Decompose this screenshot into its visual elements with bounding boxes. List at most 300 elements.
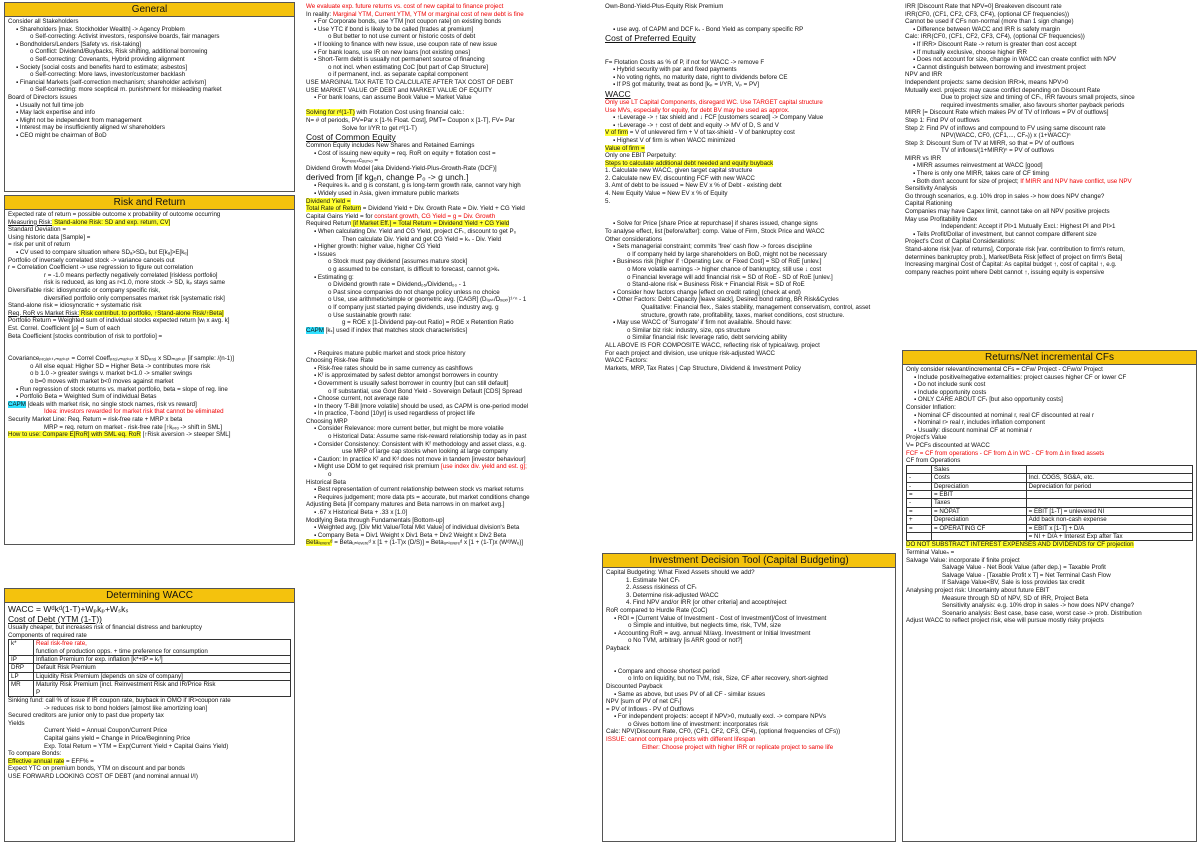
text-line [8, 241, 291, 249]
line-text: If PS got maturity, treat as bond [kₚ = I/YR, Vₚ = PV] [616, 81, 759, 89]
line-text: Calc: IRR(CF0, (CF1, CF2, CF3, CF4), (optional CF frequencies)) [905, 33, 1085, 41]
line-text: .67 x Historical Beta + .33 x [1.0] [317, 509, 408, 516]
line-text: Dividend Yield = [306, 197, 351, 205]
text-line [905, 79, 1194, 87]
text-line [605, 74, 893, 82]
line-text: May lack expertise and info [19, 109, 95, 117]
table-row [9, 640, 291, 656]
text-line [8, 26, 291, 34]
line-text: 4. Find NPV and/or IRR [or other criteria] and accept/reject [626, 599, 787, 607]
text-line [306, 463, 593, 471]
text-line [906, 381, 1193, 389]
text-line [906, 442, 1193, 450]
line-text: Measuring Risk: [8, 218, 53, 226]
investment-decision-body [603, 568, 895, 752]
line-emphasis: If MIRR and NPV have conflict, use NPV [1018, 177, 1132, 185]
line-text: Self-correcting: Covenants, Hybrid providing alignment [35, 55, 185, 63]
text-line [605, 205, 893, 213]
line-emphasis: = Betaᵤₙₗₑᵥₑᵣₑᵈ x [1 + (1-T)x (D/S)] = Betaᵤₙₗₑᵥₑᵣₑᵈ x [1 + (1-T)x (Wᵈ/Wₑ)] [332, 539, 524, 547]
line-text: Capital gains yield = Change in Price/Beginning Price [44, 735, 191, 742]
text-line [906, 404, 1193, 412]
line-text: Self-correcting: more sceptical m. punishment for misleading market [35, 86, 222, 94]
line-text: We evaluate exp. future returns vs. cost of new capital to finance project [306, 3, 504, 10]
line-text: Financial leverage will add financial risk = SD of RoE - SD of RoE [unlev.] [632, 273, 833, 281]
text-line [605, 66, 893, 74]
text-line [606, 637, 892, 645]
line-text: Solving for rᵈ(1-T) [306, 109, 355, 117]
line-text: Diversifiable risk: idiosyncratic or company specific risk, [8, 286, 160, 294]
line-emphasis: = V of unlevered firm + V of tax-shield - V of bankruptcy cost [628, 129, 795, 137]
line-text: Weighted avg. [Div Mkt Value/Total Mkt Value] of individual division's Beta [317, 524, 520, 532]
table-value: Liquidity Risk Premium [depends on size of company] [34, 672, 291, 680]
text-line [306, 26, 593, 34]
line-emphasis: = EFF% = [64, 757, 94, 765]
line-text: Step 3: Discount Sum of TV at MIRR, so that = PV of outflows [905, 139, 1075, 147]
line-text: Cannot distinguish between borrowing and investment project [916, 63, 1086, 71]
line-text: USE MARGINAL TAX RATE TO CALCULATE AFTER TAX COST OF DEBT [306, 78, 514, 86]
line-text: Stand-alone risk = idiosyncratic + systematic risk [8, 302, 142, 310]
line-text: CAPM [306, 326, 324, 334]
text-line [905, 109, 1194, 117]
text-line [906, 595, 1193, 603]
text-line [905, 208, 1194, 216]
line-text: Include opportunity costs [917, 388, 987, 396]
line-emphasis: constant growth, CG Yield = g = Div. Growth [372, 212, 496, 220]
text-line [8, 132, 291, 140]
text-line [306, 251, 593, 259]
line-text: diversified portfolio only compensates market risk [systematic risk] [44, 294, 225, 302]
table-cell: Add back non-cash expense [1026, 516, 1192, 524]
text-line [306, 380, 593, 388]
line-text: NPV(WACC, CF0, (CF1,..., CFₙ)) x (1+WACC)ⁿ [941, 132, 1071, 140]
table-row [907, 465, 1193, 473]
text-line [306, 3, 593, 11]
text-line [306, 501, 593, 509]
table-cell [1026, 499, 1192, 507]
text-line [306, 266, 593, 274]
line-text: Board of Directors issues [8, 93, 78, 101]
text-line [8, 363, 291, 371]
text-line [8, 743, 291, 751]
line-text: To analyse effect, list [before/after]: comp. Value of Firm, Stock Price and WACC [605, 228, 825, 236]
line-text: Tells Profit/Dollar of investment, but cannot compare different size [916, 230, 1097, 238]
text-line [8, 302, 291, 310]
text-line [306, 236, 593, 244]
line-text: If company just started paying dividends, use industry avg. g [333, 303, 499, 311]
text-line [306, 517, 593, 525]
table-row [907, 507, 1193, 515]
table-key: k* [9, 640, 34, 656]
text-line [8, 287, 291, 295]
text-line [8, 249, 291, 257]
text-line [606, 653, 892, 661]
text-line [306, 243, 593, 251]
line-text: Value of firm = [605, 144, 645, 152]
text-line [306, 350, 593, 358]
text-line [8, 408, 291, 416]
text-line [906, 602, 1193, 610]
line-text: Terminal Valueₙ = [906, 548, 955, 556]
text-line [606, 698, 892, 706]
text-line [605, 281, 893, 289]
text-line [605, 236, 893, 244]
text-line [605, 220, 893, 228]
line-text: Using historic data [Sample] = [8, 233, 91, 241]
text-line [8, 64, 291, 72]
line-text: Highest V of firm is when WACC minimized [616, 136, 736, 144]
line-text: CAPM [8, 400, 26, 408]
text-line [8, 378, 291, 386]
line-text: = PV of Inflows - PV of Outflows [606, 705, 694, 713]
line-text: Either: Choose project with higher IRR or replicate project to same life [642, 743, 834, 751]
line-text: Idea: investors rewarded for market risk that cannot be eliminated [44, 408, 224, 416]
line-text: 4. New Equity Value = New EV x % of Equity [605, 190, 728, 198]
returns-cf-header: Returns/Net incremental CFs [903, 351, 1196, 365]
text-line [8, 386, 291, 394]
line-text: Choose current, not average rate [317, 395, 409, 403]
text-line [606, 706, 892, 714]
text-line [306, 94, 593, 102]
line-text: To compare Bonds: [8, 750, 62, 758]
text-line [8, 424, 291, 432]
line-emphasis: Risk contribut. to portfolio, ↑Stand-alone Risk/↑Beta] [79, 309, 224, 317]
text-line [306, 357, 593, 365]
text-line [8, 102, 291, 110]
table-key: MR [9, 681, 34, 697]
text-line [906, 419, 1193, 427]
line-text: Widely used in Asia, given immature public markets [317, 190, 459, 198]
line-text: If mutually exclusive, choose higher IRR [916, 48, 1027, 56]
line-text: Expected rate of return = possible outcome x probability of outcome occurring [8, 211, 221, 218]
line-text: May use Profitability Index [905, 215, 978, 223]
text-line [8, 41, 291, 49]
line-text: Adjusting Beta [if company matures and Beta narrows in on market avg.] [306, 501, 505, 509]
line-text: WACC Factors: [605, 357, 648, 365]
returns-cf-post-lines [906, 541, 1193, 625]
text-line [605, 122, 893, 130]
text-line [8, 632, 291, 640]
line-text: Companies may have Capex limit, cannot take on all NPV positive projects [905, 208, 1110, 216]
text-line [605, 357, 893, 365]
required-rate-table [8, 639, 291, 697]
text-line [605, 99, 893, 107]
text-line [306, 334, 593, 342]
line-text: If looking to finance with new issue, use coupon rate of new issue [317, 40, 498, 48]
line-text: Step 2: Find PV of inflows and compound to FV using same discount rate [905, 124, 1106, 132]
table-cell [907, 532, 932, 540]
line-text: Sensitivity Analysis [905, 185, 958, 193]
line-text: -> reduces risk to bond holders [almost like amortizing loan] [44, 704, 208, 712]
line-text: Calc: NPV(Discount Rate, CF0, (CF1, CF2, CF3, CF4), (optional frequencies of CFs)) [606, 728, 841, 736]
text-line [306, 109, 593, 117]
line-text: ↑Leverage -> ↑ cost of debt and equity -> MV of D, S and V [616, 121, 779, 129]
line-text: = risk per unit of return [8, 241, 71, 249]
table-cell: - [907, 482, 932, 490]
line-text: FCF = CF from operations - CF from Δ in WC - CF from Δ in fixed assets [906, 449, 1105, 457]
line-text: Same as above, but uses PV of all CF - similar issues [617, 690, 766, 698]
line-text: Nominal CF discounted at nominal r, real CF discounted at real r [917, 411, 1095, 419]
text-line [905, 170, 1194, 178]
table-row [907, 524, 1193, 532]
line-text: Only one EBIT Perpetuity: [605, 152, 677, 160]
line-text: Other considerations [605, 235, 663, 243]
line-text: Self-correcting: Activist investors, responsive boards, fair managers [35, 33, 220, 41]
text-line [605, 89, 893, 99]
table-row [907, 490, 1193, 498]
line-text: Dividend Growth Model [aka Dividend-Yield-Plus-Growth-Rate (DCF)] [306, 164, 497, 172]
line-text: Standard Deviation = [8, 226, 66, 234]
line-emphasis: Marginal YTM, Current YTM, YTM or marginal cost of new debt is fine [331, 10, 524, 18]
line-text: kₑₙₑᵥₑₛcₒᵤᵣₛₒ = [342, 157, 379, 165]
line-text: not incl. when estimating CoC [but part of Cap Structure] [333, 63, 488, 71]
text-line [905, 41, 1194, 49]
line-text: Similar biz risk: industry, size, ops structure [632, 326, 751, 334]
text-line [605, 182, 893, 190]
text-line [306, 79, 593, 87]
text-line [8, 416, 291, 424]
text-line [8, 348, 291, 356]
wacc-post-lines [8, 697, 291, 781]
line-text: Covarianceₚᵣₒⱼₑₖₜ,ₘₐᵣₖₑₜ = Correl Coeffₚᵣₒⱼ,ₘₐᵣₖₑₜ x SDₚᵣₒⱼ x SDₘₐᵣₖₑₜ [if sample: /(n-1)] [8, 355, 235, 363]
line-emphasis: [use index div. yield and est. g]; [439, 463, 527, 471]
line-text: Common Equity includes New Shares and Retained Earnings [306, 142, 475, 150]
text-line [905, 147, 1194, 155]
line-text: Estimating g: [317, 273, 354, 281]
line-text: For bank loans, use IR on new loans [not existing ones] [317, 48, 470, 56]
line-text: Short-Term debt is usually not permanent source of financing [317, 56, 485, 64]
text-line [306, 448, 593, 456]
table-cell: = EBIT [1-T] = unlevered NI [1026, 507, 1192, 515]
line-text: If substantial, use Govt Bond Yield - Sovereign Default [CDS] Spread [333, 387, 522, 395]
line-text: May use WACC of 'Surrogate' if firm not available. Should have: [616, 319, 792, 327]
text-line [606, 736, 892, 744]
line-text: In practice, T-bond [10yr] is used regardless of project life [317, 410, 475, 418]
line-text: Increasing marginal Cost of Capital: As capital budget ↑, cost of capital ↑, e.g. [905, 261, 1117, 269]
text-line [8, 272, 291, 280]
text-line [606, 599, 892, 607]
text-line [8, 94, 291, 102]
line-text: Markets, MRP, Tax Rates | Cap Structure, Dividend & Investment Policy [605, 364, 802, 372]
text-line [306, 425, 593, 433]
line-text: Info on liquidity, but no TVM, risk, Size, CF after recovery, short-sighted [633, 675, 828, 683]
line-text: Financial Markets [self-correction mechanism; shareholder activism] [19, 78, 206, 86]
text-line [605, 213, 893, 221]
line-text: Capital Rationing [905, 200, 953, 208]
line-text: Project's Cost of Capital Considerations: [905, 238, 1016, 246]
text-line [905, 185, 1194, 193]
text-line [306, 410, 593, 418]
text-line [606, 744, 892, 752]
text-line [306, 486, 593, 494]
text-line [605, 145, 893, 153]
line-text: RoR compared to Hurdle Rate (CoC) [606, 606, 708, 614]
text-line [606, 728, 892, 736]
line-text: Capital Budgeting: What Fixed Assets should we add? [606, 569, 755, 576]
line-emphasis: = Dividend Yield + Div. Growth Rate = Div. Yield + CG Yield [361, 205, 525, 213]
text-line [905, 33, 1194, 41]
text-line [606, 622, 892, 630]
text-line [306, 281, 593, 289]
cost-of-debt-title: Cost of Debt (YTM (1-T)) [8, 614, 102, 624]
line-text: Scenario analysis: Best case, base case, worst case -> prob. Distribution [942, 609, 1142, 617]
line-text: company reaches point where Debt cannot ↑, issuing equity is expensive [905, 268, 1105, 276]
text-line [605, 266, 893, 274]
text-line [306, 395, 593, 403]
line-text: USE FORWARD LOOKING COST OF DEBT (and nominal annual I/I) [8, 772, 198, 780]
cf-operations-table [906, 465, 1193, 542]
line-text: Payback [606, 644, 630, 652]
text-line [605, 3, 893, 11]
line-text: Only use LT Capital Components, disregard WC. Use TARGET capital structure [605, 98, 823, 106]
text-line [306, 274, 593, 282]
text-line [8, 117, 291, 125]
text-line [8, 431, 291, 439]
text-line [8, 727, 291, 735]
general-section [4, 2, 295, 192]
line-text: Solve for Price [share Price at repurchase] if shares issued, change signs [616, 220, 818, 228]
line-text: Society [social costs and benefits hard to estimate; asbestos] [19, 63, 188, 71]
text-line [8, 219, 291, 227]
text-line [306, 142, 593, 150]
line-text: 3. Determine risk-adjusted WACC [626, 591, 719, 599]
text-line [906, 427, 1193, 435]
line-text: Usually cheaper, but increases risk of financial distress and bankruptcy [8, 624, 202, 631]
text-line [306, 172, 593, 182]
line-text: In reality: [306, 10, 332, 18]
line-text: Salvage Value - Net Book Value (after dep.) = Taxable Profit [942, 564, 1106, 572]
table-cell [907, 465, 932, 473]
line-text: Only consider relevant/incremental CFs = CFw/ Project - CFw/o/ Project [906, 366, 1103, 373]
line-text: required investments smaller, also favours shorter payback periods [941, 101, 1125, 109]
text-line [905, 11, 1194, 19]
line-text: Cost of issuing new equity = req. RoR on equity + flotation cost = [317, 149, 496, 157]
line-text: Modifying Beta through Fundamentals [Bottom-up] [306, 516, 445, 524]
text-line [8, 720, 291, 728]
risk-return-header: Risk and Return [5, 196, 294, 210]
line-text: Choosing Risk-free Rate [306, 357, 374, 365]
text-line [8, 226, 291, 234]
text-line [906, 389, 1193, 397]
text-line [306, 64, 593, 72]
text-line [605, 137, 893, 145]
text-line [905, 200, 1194, 208]
text-line [306, 56, 593, 64]
text-line [905, 261, 1194, 269]
text-line [8, 79, 291, 87]
line-text: Company Beta = Div1 Weight x Div1 Beta + Div2 Weight x Div2 Beta [317, 531, 507, 539]
line-text: g = ROE x [1-Dividend pay-out Ratio] = ROE x Retention Ratio [342, 319, 514, 327]
text-line [905, 231, 1194, 239]
line-text: Choosing MRP [306, 417, 348, 425]
line-text: Cost of Preferred Equity [605, 33, 696, 44]
text-line [905, 49, 1194, 57]
text-line [605, 243, 893, 251]
text-line [906, 412, 1193, 420]
line-text: MRP = req. return on market - risk-free rate [↑kₚᵣₒ -> shift in SML] [44, 423, 222, 431]
line-emphasis: Stand-alone Risk: SD and exp. return, CV] [52, 218, 171, 226]
text-line [905, 94, 1194, 102]
line-text: r = Correlation Coefficient -> use regression to figure out correlation [8, 264, 193, 272]
text-line [8, 310, 291, 318]
text-line [8, 705, 291, 713]
text-line [605, 152, 893, 160]
line-text: Simple and intuitive, but neglects time, risk, TVM, size [633, 622, 781, 630]
cost-of-capital-body [303, 2, 596, 548]
text-line [8, 18, 291, 26]
line-text: Then calculate Div. Yield and get CG Yield = kₛ - Div. Yield [342, 235, 502, 243]
line-emphasis: [kₛ] used if index that matches stock characteristics] [323, 326, 468, 334]
general-header: General [5, 3, 294, 17]
text-line [8, 773, 291, 781]
text-line [906, 564, 1193, 572]
text-line [8, 56, 291, 64]
line-text: Usually: discount nominal CF at nominal r [917, 426, 1033, 434]
line-emphasis: [↑Risk aversion -> steeper SML] [140, 431, 231, 439]
line-text: Run regression of stock returns vs. market portfolio, beta = slope of reg. line [19, 385, 228, 393]
line-text: More volatile earnings -> higher chance of bankruptcy, still use ↓ cost [632, 266, 822, 273]
text-line [306, 312, 593, 320]
text-line [906, 579, 1193, 587]
line-text: use MRP of large cap stocks when looking at large company [342, 448, 508, 456]
line-text: TV of inflows/(1+MIRR)ⁿ = PV of outflows [941, 147, 1054, 155]
line-text: NPV and IRR [905, 71, 943, 79]
table-key: LP [9, 672, 34, 680]
line-text: derived from [if kgₑn, change P₀ -> g unch.] [306, 172, 469, 183]
text-line [8, 735, 291, 743]
text-line [306, 157, 593, 165]
text-line [906, 572, 1193, 580]
line-text: 1. Calculate new WACC, given target capital structure [605, 167, 753, 175]
line-text: Use YTC if bond is likely to be called [trades at premium] [317, 25, 474, 33]
text-line [306, 403, 593, 411]
text-line [306, 532, 593, 540]
text-line [906, 434, 1193, 442]
line-text: Include positive/negative externalities: project causes higher CF or lower CF [917, 373, 1127, 381]
text-line [605, 198, 893, 206]
line-text: Consider how factors change [effect on credit rating] (check at end) [616, 288, 801, 296]
column-2 [303, 2, 596, 846]
text-line [605, 59, 893, 67]
text-line [906, 587, 1193, 595]
line-text: Current Yield = Annual Coupon/Current Price [44, 727, 168, 735]
text-line [306, 102, 593, 110]
line-text: Interest may be insufficiently aligned w/ shareholders [19, 124, 165, 132]
line-emphasis: with Flotation Cost using financial calc.: [354, 109, 465, 117]
text-line [8, 401, 291, 409]
text-line [8, 33, 291, 41]
text-line [306, 132, 593, 142]
text-line [606, 691, 892, 699]
text-line [8, 257, 291, 265]
line-text: Use sustainable growth rate: [333, 311, 412, 319]
line-text: CV used to compare situation where SDₐ>SDₑ but E[kₐ]>E[kₑ] [19, 248, 189, 256]
line-text: Government is usually safest borrower in country [but can still default] [317, 379, 509, 387]
text-line [905, 71, 1194, 79]
text-line [606, 660, 892, 668]
line-text: 5. [605, 197, 611, 205]
line-text: 3. Amt of debt to be issued = New EV x % of Debt - existing debt [605, 182, 782, 190]
text-line [8, 264, 291, 272]
determining-wacc-section [4, 588, 295, 842]
text-line [605, 33, 893, 43]
text-line [306, 49, 593, 57]
line-text: Go through scenarios, e.g. 10% drop in sales -> how does NPV change? [905, 192, 1105, 200]
line-text: Step 1: Find PV of outflows [905, 116, 980, 124]
text-line [605, 319, 893, 327]
line-text: Salvage Value: incorporate if finite project [906, 556, 1020, 564]
line-text: Stand-alone risk = Business Risk + Financial Risk = SD of RoE [632, 281, 805, 289]
table-cell: = [907, 490, 932, 498]
